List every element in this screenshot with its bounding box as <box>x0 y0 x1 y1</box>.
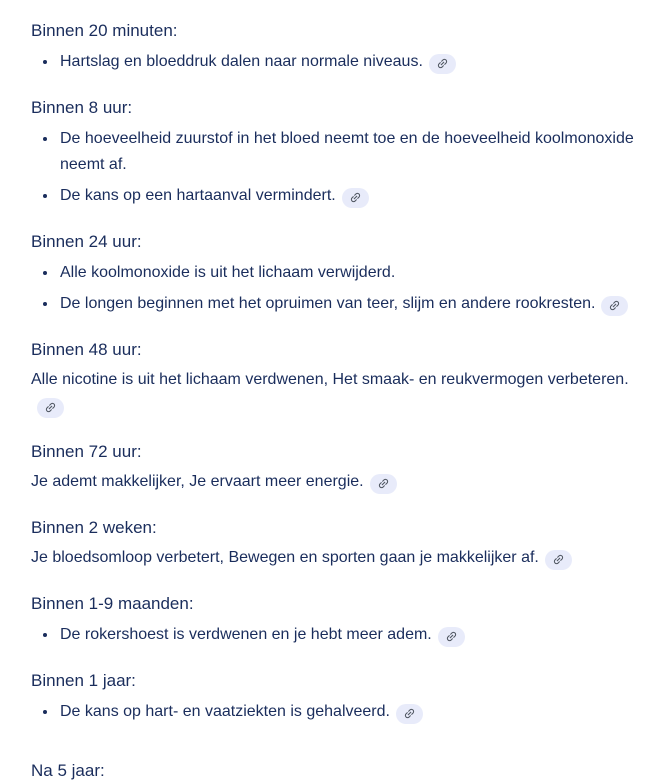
list-item-text: De kans op een hartaanval vermindert. <box>60 187 336 204</box>
link-icon <box>606 296 624 314</box>
list-item <box>58 48 651 75</box>
list-item <box>58 182 651 209</box>
citation-link-button[interactable] <box>37 398 64 418</box>
list-item <box>58 698 651 725</box>
list-item <box>58 259 651 286</box>
benefit-paragraph <box>31 367 651 419</box>
link-icon <box>41 398 59 416</box>
list-item-text: Hartslag en bloeddruk dalen naar normale niveaus. <box>60 53 423 70</box>
section-heading: Binnen 72 uur: <box>31 442 142 461</box>
section-heading: Binnen 24 uur: <box>31 232 142 251</box>
list-item <box>58 290 651 317</box>
citation-link-button[interactable] <box>396 704 423 724</box>
benefit-paragraph <box>31 545 651 571</box>
benefit-paragraph <box>31 469 651 495</box>
benefit-list <box>31 125 651 209</box>
list-item-text: Alle koolmonoxide is uit het lichaam verwijderd. <box>60 264 396 281</box>
list-item-text: De rokershoest is verdwenen en je hebt meer adem. <box>60 626 432 643</box>
link-icon <box>549 550 567 568</box>
link-icon <box>442 627 460 645</box>
list-item-text: De kans op hart- en vaatziekten is gehalveerd. <box>60 703 390 720</box>
benefit-list <box>31 259 651 317</box>
list-item-text: De hoeveelheid zuurstof in het bloed neemt toe en de hoeveelheid koolmonoxide neemt af. <box>60 130 634 173</box>
link-icon <box>433 54 451 72</box>
citation-link-button[interactable] <box>438 627 465 647</box>
section-heading: Binnen 1-9 maanden: <box>31 594 194 613</box>
paragraph-text: Alle nicotine is uit het lichaam verdwenen, Het smaak- en reukvermogen verbeteren. <box>31 371 629 388</box>
list-item <box>58 621 651 648</box>
section-heading: Binnen 20 minuten: <box>31 21 178 40</box>
section-heading: Binnen 48 uur: <box>31 340 142 359</box>
link-icon <box>400 704 418 722</box>
section-heading: Binnen 1 jaar: <box>31 671 136 690</box>
citation-link-button[interactable] <box>429 54 456 74</box>
section-heading: Binnen 2 weken: <box>31 518 157 537</box>
benefit-list <box>31 621 651 648</box>
list-item-text: De longen beginnen met het opruimen van teer, slijm en andere rookresten. <box>60 295 596 312</box>
benefit-list <box>31 48 651 75</box>
citation-link-button[interactable] <box>545 550 572 570</box>
paragraph-text: Je ademt makkelijker, Je ervaart meer energie. <box>31 473 364 490</box>
section-heading: Na 5 jaar: <box>31 761 105 780</box>
paragraph-text: Je bloedsomloop verbetert, Bewegen en sporten gaan je makkelijker af. <box>31 549 539 566</box>
link-icon <box>346 188 364 206</box>
citation-link-button[interactable] <box>370 474 397 494</box>
link-icon <box>374 474 392 492</box>
section-heading: Binnen 8 uur: <box>31 98 133 117</box>
citation-link-button[interactable] <box>342 188 369 208</box>
list-item <box>58 125 651 178</box>
benefit-list <box>31 698 651 725</box>
citation-link-button[interactable] <box>601 296 628 316</box>
